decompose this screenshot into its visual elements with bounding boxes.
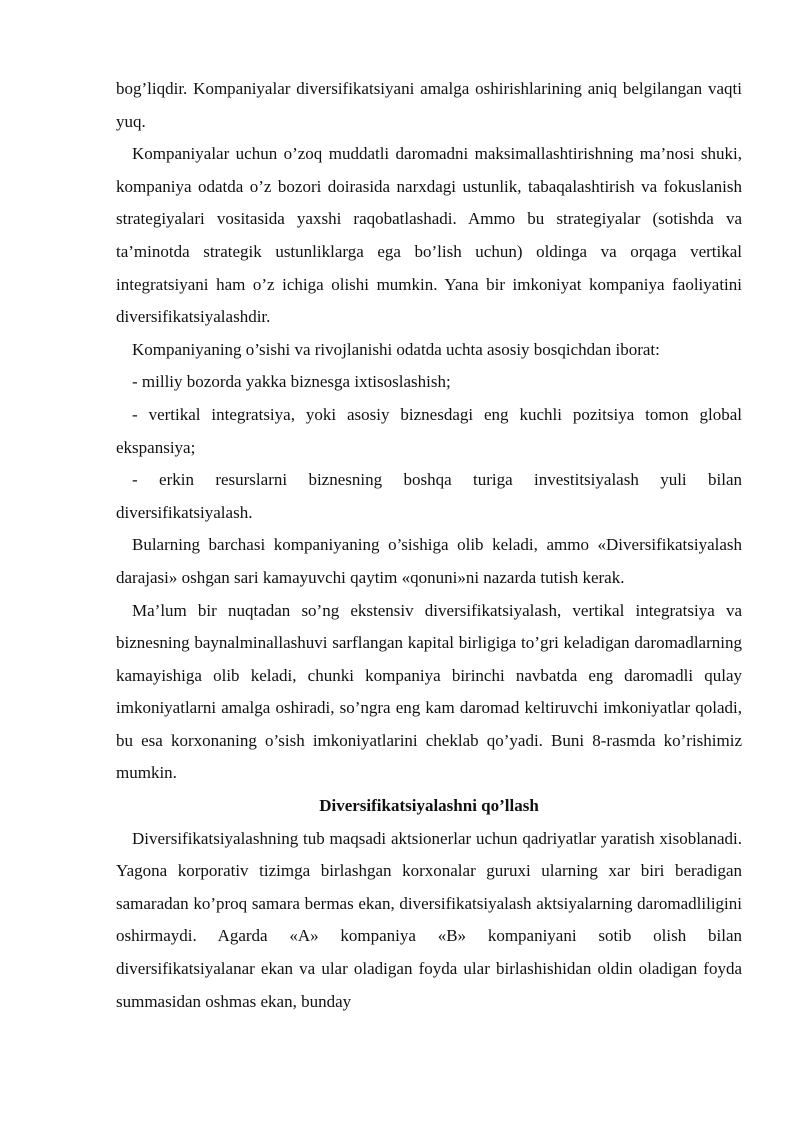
section-heading: Diversifikatsiyalashni qo’llash (319, 796, 539, 816)
paragraph-diversification-purpose: Diversifikatsiyalashning tub maqsadi aktsionerlar uchun qadriyatlar yaratish xisoblanadi. Yagona korporativ tizimga birlashgan korxonalar guruxi ularning xar biri beradigan samaradan ko’proq samara bermas ekan, diversifikatsiyalash aktsiyalarning daromadliligini oshirmaydi. Agarda «A» kompaniya «B» kompaniyani sotib olish bilan diversifikatsiyalanar ekan va ular oladigan foyda ular birlashishidan oldin oladigan foyda summasidan oshmas ekan, bunday (116, 828, 742, 1011)
list-item-vertical-integration: - vertikal integratsiya, yoki asosiy biznesdagi eng kuchli pozitsiya tomon global ekspansiya; (116, 404, 742, 457)
paragraph-long-term-income: Kompaniyalar uchun o’zoq muddatli daromadni maksimallashtirishning ma’nosi shuki, kompaniya odatda o’z bozori doirasida narxdagi ustunlik, tabaqalashtirish va fokuslanish strategiyalari vositasida yaxshi raqobatlashadi. Ammo bu strategiyalar (sotishda va ta’minotda strategik ustunliklarga ega bo’lish uchun) oldinga va orqaga vertikal integratsiyani ham o’z ichiga olishi mumkin. Yana bir imkoniyat kompaniya faoliyatini diversifikatsiyalashdir. (116, 144, 742, 327)
paragraph-diminishing-returns: Bularning barchasi kompaniyaning o’sishiga olib keladi, ammo «Diversifikatsiyalash darajasi» oshgan sari kamayuvchi qaytim «qonuni»ni nazarda tutish kerak. (116, 535, 742, 587)
paragraph-growth-stages: Kompaniyaning o’sishi va rivojlanishi odatda uchta asosiy bosqichdan iborat: (132, 339, 660, 359)
list-item-diversification: - erkin resurslarni biznesning boshqa turiga investitsiyalash yuli bilan diversifikatsiyalash. (116, 470, 742, 522)
paragraph-extensive-diversification: Ma’lum bir nuqtadan so’ng ekstensiv diversifikatsiyalash, vertikal integratsiya va biznesning baynalminallashuvi sarflangan kapital birligiga to’gri keladigan daromadlarning kamayishiga olib keladi, chunki kompaniya birinchi navbatda eng daromadli qulay imkoniyatlarni amalga oshiradi, so’ngra eng kam daromad keltiruvchi imkoniyatlar qoladi, bu esa korxonaning o’sish imkoniyatlarini cheklab qo’yadi. Buni 8-rasmda ko’rishimiz mumkin. (116, 600, 742, 783)
document-page (116, 73, 742, 1018)
list-item-specialization: - milliy bozorda yakka biznesga ixtisoslashish; (132, 372, 451, 392)
paragraph-continuation: bog’liqdir. Kompaniyalar diversifikatsiyani amalga oshirishlarining aniq belgilangan vaqti yuq. (116, 79, 742, 131)
